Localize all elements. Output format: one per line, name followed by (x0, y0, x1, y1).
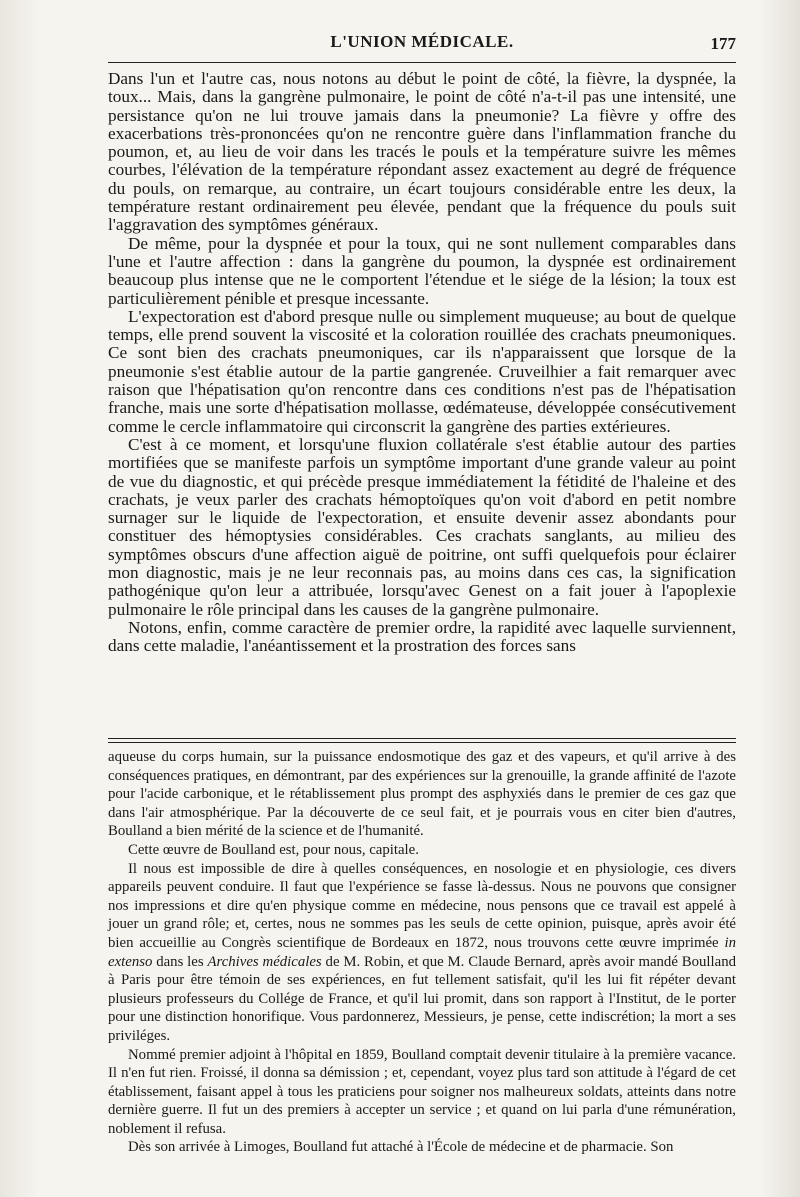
running-title: L'UNION MÉDICALE. (330, 32, 514, 51)
text-run: Il nous est impossible de dire à quelles conséquences, en nosologie et en physiologie, ces divers appareils peuvent conduire. Il faut que l'expérience se fasse là-dessus. Nous ne pouvons que consigner nos impressions et dire qu'en physique comme en médecine, nous pensons que ce travail est appelé à jouer un grand rôle; et, certes, nous ne sommes pas les seuls de cette opinion, puisque, après avoir été bien accueillie au Congrès scientifique de Bordeaux en 1872, nous trouvons cette œuvre imprimée (108, 860, 736, 951)
feuilleton-paragraph: Nommé premier adjoint à l'hôpital en 1859, Boulland comptait devenir titulaire à la première vacance. Il n'en fut rien. Froissé, il donna sa démission ; et, cependant, voyez plus tard son attitude à l'égard de cet établissement, faisant appel à tous les praticiens pour soigner nos malheureux soldats, atteints dans notre dernière guerre. Il fut un des premiers à accepter un service ; et quand on lui parla d'une rémunération, noblement il refusa. (108, 1046, 736, 1137)
feuilleton-paragraph: Cette œuvre de Boulland est, pour nous, capitale. (128, 841, 419, 858)
feuilleton-paragraph: Dès son arrivée à Limoges, Boulland fut attaché à l'École de médecine et de pharmacie. Son (128, 1139, 674, 1156)
feuilleton-text (108, 748, 736, 1157)
page-header (108, 30, 736, 58)
text-run: dans les (156, 953, 204, 970)
page-number: 177 (710, 34, 736, 53)
italic-text: Archives médicales (207, 953, 322, 970)
main-paragraph: Dans l'un et l'autre cas, nous notons au début le point de côté, la fièvre, la dyspnée, la toux... Mais, dans la gangrène pulmonaire, le point de côté n'a-t-il pas une intensité, une persistance qu'on ne lui trouve jamais dans la pneumonie? La fièvre y offre des exacerbations très-prononcées qu'on ne rencontre guère dans l'inflammation franche du poumon, et, au lieu de voir dans les tracés le pouls et la température suivre les mêmes courbes, l'élévation de la température répondant assez exactement au degré de fréquence du pouls, on remarque, au contraire, un écart toujours considérable entre les deux, la température restant ordinairement peu élevée, pendant que la fréquence du pouls suit l'aggravation des symptômes généraux. (108, 69, 736, 235)
main-paragraph: De même, pour la dyspnée et pour la toux, qui ne sont nullement comparables dans l'une et l'autre affection : dans la gangrène du poumon, la dyspnée est ordinairement beaucoup plus intense que ne le comportent l'étendue et le siége de la lésion; la toux est particulièrement pénible et presque incessante. (108, 233, 736, 308)
header-rule (108, 62, 736, 63)
feuilleton-paragraph (108, 860, 736, 1046)
main-text (108, 70, 736, 656)
main-paragraph: C'est à ce moment, et lorsqu'une fluxion collatérale s'est établie autour des parties mortifiées que se manifeste parfois un symptôme important d'une grande valeur au point de vue du diagnostic, et qui précède presque immédiatement la fétidité de l'haleine et des crachats, je veux parler des crachats hémoptoïques qu'on voit d'abord en petit nombre surnager sur le liquide de l'expectoration, et ensuite devenir assez abondants pour constituer des hémoptysies considérables. Ces crachats sanglants, au milieu des symptômes obscurs d'une affection aiguë de poitrine, ont suffi quelquefois pour éclairer mon diagnostic, mais je ne leur reconnais pas, au moins dans ces cas, la signification pathogénique qu'on leur a attribuée, lorsqu'avec Genest on a fait jouer à l'apoplexie pulmonaire le rôle principal dans les causes de la gangrène pulmonaire. (108, 434, 736, 619)
feuilleton-separator-rule (108, 738, 736, 743)
text-run: de M. Robin, et que M. Claude Bernard, après avoir mandé Boulland à Paris pour être témoin de ses expériences, en fut tellement satisfait, qu'il les lui fit répéter devant plusieurs professeurs du Collége de France, et qu'il lui promit, dans son rapport à l'Institut, de le porter pour une distinction honorifique. Vous pardonnerez, Messieurs, je pense, cette indiscrétion; la mort a ses priviléges. (108, 953, 736, 1044)
feuilleton-paragraph: aqueuse du corps humain, sur la puissance endosmotique des gaz et des vapeurs, et qu'il arrive à des conséquences pratiques, en démontrant, par des expériences sur la grenouille, la grande affinité de l'azote pour l'acide carbonique, et le rétablissement plus prompt des asphyxiés dans le premier de ces gaz que dans l'air atmosphérique. Par la découverte de ce seul fait, et je pourrais vous en citer bien d'autres, Boulland a bien mérité de la science et de l'humanité. (108, 749, 736, 840)
main-paragraph: L'expectoration est d'abord presque nulle ou simplement muqueuse; au bout de quelque temps, elle prend souvent la viscosité et la coloration rouillée des crachats pneumoniques. Ce sont bien des crachats pneumoniques, car ils n'apparaissent que lorsque de la pneumonie s'est établie autour de la partie gangrenée. Cruveilhier a fait remarquer avec raison que l'hépatisation qu'on rencontre dans ces conditions n'est pas de l'hépatisation franche, mais une sorte d'hépatisation mollasse, œdémateuse, développée consécutivement comme le cercle inflammatoire qui circonscrit la gangrène des parties extérieures. (108, 306, 736, 436)
italic-text: in extenso (108, 934, 737, 970)
main-paragraph: Notons, enfin, comme caractère de premier ordre, la rapidité avec laquelle surviennent, dans cette maladie, l'anéantissement et la prostration des forces sans (108, 617, 736, 656)
